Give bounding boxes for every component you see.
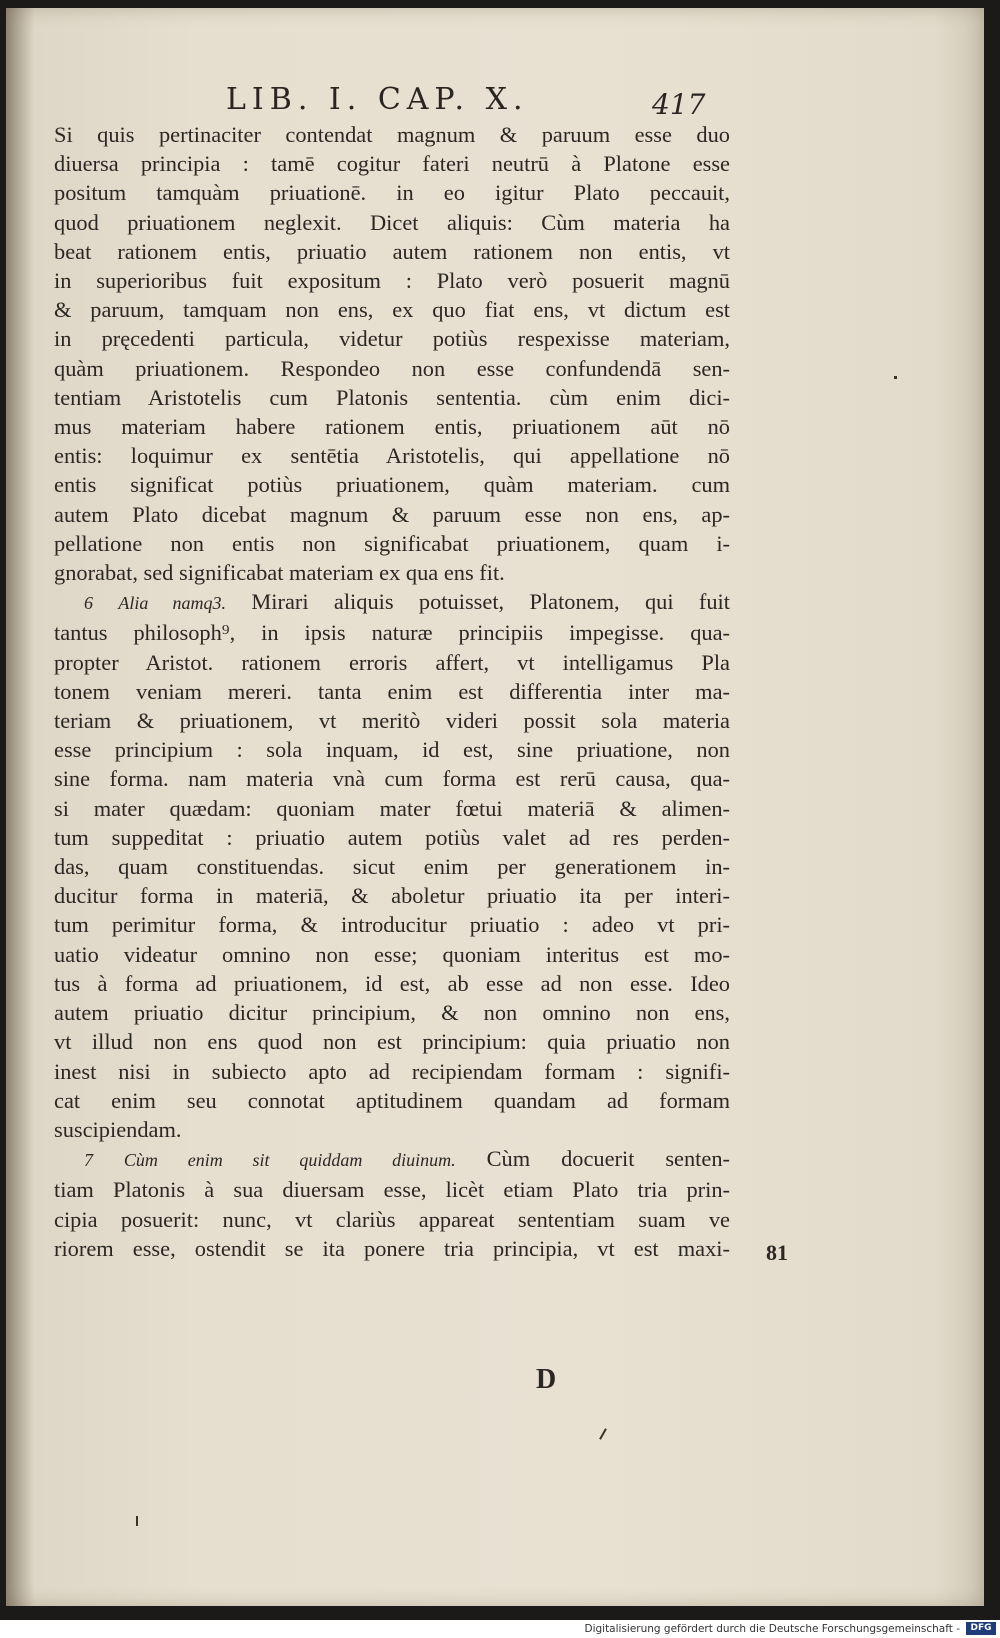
paragraph-2-line: tantus philosoph⁹, in ipsis naturæ principiis impegisse. qua- [54, 620, 730, 646]
paragraph-3-body [54, 1175, 730, 1263]
paragraph-1-line: entis significat potiùs priuationem, quàm materiam. cum [54, 472, 730, 498]
paragraph-2-line: vt illud non ens quod non est principium: quia priuatio non [54, 1029, 730, 1055]
paper-speck [599, 1428, 607, 1439]
paragraph-2-number: 6 [84, 593, 93, 614]
paragraph-1-line: mus materiam habere rationem entis, priuationem aūt nō [54, 414, 730, 440]
paragraph-1-line: beat rationem entis, priuatio autem rationem non entis, vt [54, 238, 730, 264]
margin-note: 81 [766, 1240, 788, 1265]
dfg-logo: DFG [966, 1622, 996, 1635]
paragraph-1-line: in superioribus fuit expositum : Plato verò posuerit magnū [54, 268, 730, 294]
paragraph-1-line: diuersa principia : tamē cogitur fateri neutrū à Platone esse [54, 151, 730, 177]
text-block [54, 120, 730, 1263]
book-page [6, 8, 984, 1606]
paragraph-2-body [54, 618, 730, 1144]
paragraph-1-line: pellatione non entis non significabat priuationem, quam i- [54, 530, 730, 556]
paragraph-2-line: sine forma. nam materia vnà cum forma est rerū causa, qua- [54, 766, 730, 792]
paper-speck [894, 376, 897, 379]
paragraph-2-line: autem priuatio dicitur principium, & non omnino non ens, [54, 1000, 730, 1026]
paragraph-3-first-line [54, 1144, 730, 1175]
running-head: LIB. I. CAP. X. [226, 82, 529, 117]
paragraph-2-line: propter Aristot. rationem erroris affert, vt intelligamus Pla [54, 649, 730, 675]
paragraph-2-line: tum perimitur forma, & introducitur priuatio : adeo vt pri- [54, 912, 730, 938]
paragraph-1-line: & paruum, tamquam non ens, ex quo fiat ens, vt dictum est [54, 297, 730, 323]
footer-credit: Digitalisierung gefördert durch die Deutsche Forschungsgemeinschaft - [584, 1623, 960, 1635]
paragraph-1-line: Si quis pertinaciter contendat magnum & paruum esse duo [54, 122, 730, 147]
paragraph-2-line: tonem veniam mereri. tanta enim est differentia inter ma- [54, 678, 730, 704]
gutter-shadow [6, 8, 34, 1606]
paragraph-2-first-text: Mirari aliquis potuisset, Platonem, qui fuit [251, 589, 730, 615]
paragraph-2-line: esse principium : sola inquam, id est, sine priuatione, non [54, 737, 730, 763]
paragraph-2-line: si mater quædam: quoniam mater fœtui materiā & alimen- [54, 795, 730, 821]
paragraph-1-line: tentiam Aristotelis cum Platonis sententia. cùm enim dici- [54, 384, 730, 410]
paragraph-1-line: autem Plato dicebat magnum & paruum esse non ens, ap- [54, 501, 730, 527]
page-number: 417 [652, 88, 706, 121]
footer-bar [0, 1620, 1000, 1638]
paragraph-2-line: tus à forma ad priuationem, id est, ab esse ad non esse. Ideo [54, 970, 730, 996]
paragraph-2-line: ducitur forma in materiā, & aboletur priuatio ita per interi- [54, 883, 730, 909]
paragraph-2-first-line [54, 587, 730, 618]
paragraph-1-line: positum tamquàm priuationē. in eo igitur Plato peccauit, [54, 180, 730, 206]
paragraph-1-line: in pręcedenti particula, videtur potiùs respexisse materiam, [54, 326, 730, 352]
paragraph-2-line: teriam & priuationem, vt meritò videri possit sola materia [54, 708, 730, 734]
paper-speck [136, 1516, 138, 1526]
paragraph-2-line: cat enim seu connotat aptitudinem quandam ad formam [54, 1087, 730, 1113]
paragraph-3-line: riorem esse, ostendit se ita ponere tria principia, vt est maxi- [54, 1235, 730, 1261]
paragraph-2-line: tum suppeditat : priuatio autem potiùs valet ad res perden- [54, 824, 730, 850]
paragraph-2-line: das, quam constituendas. sicut enim per generationem in- [54, 854, 730, 880]
paragraph-3 [54, 1144, 730, 1263]
paragraph-3-line: tiam Platonis à sua diuersam esse, licèt etiam Plato tria prin- [54, 1177, 730, 1203]
paragraph-2-line: suscipiendam. [54, 1116, 182, 1142]
paragraph-3-line: cipia posuerit: nunc, vt clariùs appareat sententiam suam ve [54, 1206, 730, 1232]
paragraph-1-line: gnorabat, sed significabat materiam ex qua ens fit. [54, 560, 505, 586]
paragraph-2 [54, 587, 730, 1144]
paragraph-3-first-text: Cùm docuerit senten- [486, 1146, 730, 1172]
paragraph-2-line: inest nisi in subiecto apto ad recipiendam formam : signifi- [54, 1058, 730, 1084]
paragraph-3-number: 7 [84, 1150, 93, 1171]
paragraph-2-lemma: Alia namq3. [118, 593, 227, 614]
signature-mark: D [536, 1364, 557, 1395]
paragraph-1 [54, 120, 730, 587]
paragraph-1-line: quod priuationem neglexit. Dicet aliquis: Cùm materia ha [54, 209, 730, 235]
paragraph-1-line: entis: loquimur ex sentētia Aristotelis, qui appellatione nō [54, 443, 730, 469]
paragraph-1-line: quàm priuationem. Respondeo non esse confundendā sen- [54, 355, 730, 381]
paragraph-3-lemma: Cùm enim sit quiddam diuinum. [123, 1150, 456, 1171]
paragraph-2-line: uatio videatur omnino non esse; quoniam interitus est mo- [54, 941, 730, 967]
